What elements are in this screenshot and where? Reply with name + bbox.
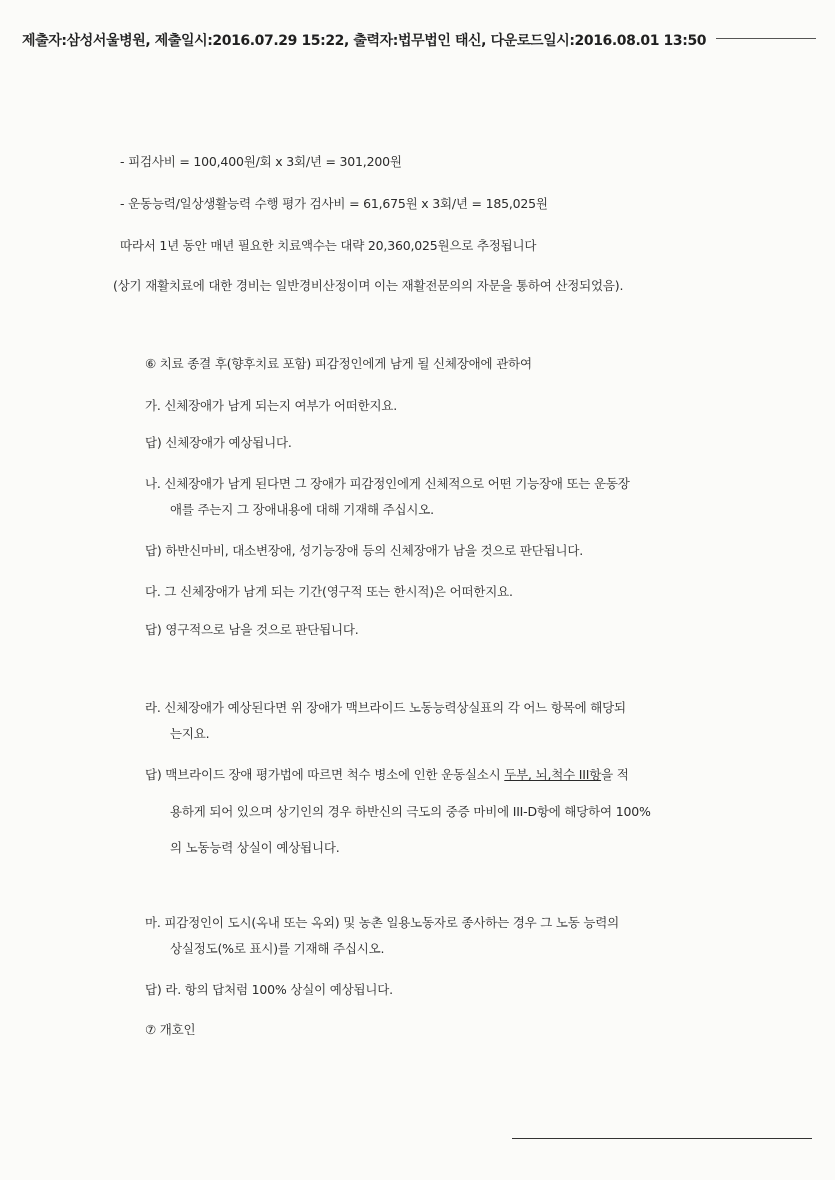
document-header: 제출자:삼성서울병원, 제출일시:2016.07.29 15:22, 출력자:법무법인 태신, 다운로드일시:2016.08.01 13:50: [22, 33, 707, 49]
question-ma-line-2: 상실정도(%로 표시)를 기재해 주십시오.: [170, 941, 385, 956]
header-rule: [716, 38, 816, 39]
question-na-line-2: 애를 주는지 그 장애내용에 대해 기재해 주십시오.: [170, 502, 434, 517]
answer-ra-line-1-post: 을 적: [601, 767, 629, 782]
section-7-title: ⑦ 개호인: [145, 1022, 196, 1037]
question-ra-line-2: 는지요.: [170, 726, 210, 741]
section-6-title: ⑥ 치료 종결 후(향후치료 포함) 피감정인에게 남게 될 신체장애에 관하여: [145, 356, 532, 371]
answer-ra-line-2: 용하게 되어 있으며 상기인의 경우 하반신의 극도의 중증 마비에 III-D항에 해당하여 100%: [170, 804, 651, 819]
cost-line-2: - 운동능력/일상생활능력 수행 평가 검사비 = 61,675원 x 3회/년 = 185,025원: [120, 196, 548, 211]
question-na-line-1: 나. 신체장애가 남게 된다면 그 장애가 피감정인에게 신체적으로 어떤 기능장애 또는 운동장: [145, 476, 630, 491]
answer-ga: 답) 신체장애가 예상됩니다.: [145, 435, 292, 450]
cost-line-1: - 피검사비 = 100,400원/회 x 3회/년 = 301,200원: [120, 154, 402, 169]
answer-ra-line-1-pre: 답) 맥브라이드 장애 평가법에 따르면 척수 병소에 인한 운동실소시: [145, 767, 505, 782]
question-da: 다. 그 신체장애가 남게 되는 기간(영구적 또는 한시적)은 어떠한지요.: [145, 584, 513, 599]
question-ga: 가. 신체장애가 남게 되는지 여부가 어떠한지요.: [145, 398, 398, 413]
question-ma-line-1: 마. 피감정인이 도시(옥내 또는 옥외) 및 농촌 일용노동자로 종사하는 경우 그 노동 능력의: [145, 915, 620, 930]
cost-note: (상기 재활치료에 대한 경비는 일반경비산정이며 이는 재활전문의의 자문을 통하여 산정되었음).: [113, 278, 624, 293]
question-ra-line-1: 라. 신체장애가 예상된다면 위 장애가 맥브라이드 노동능력상실표의 각 어느 항목에 해당되: [145, 700, 626, 715]
answer-na: 답) 하반신마비, 대소변장애, 성기능장애 등의 신체장애가 남을 것으로 판단됩니다.: [145, 543, 584, 558]
answer-da: 답) 영구적으로 남을 것으로 판단됩니다.: [145, 622, 359, 637]
answer-ra-line-1: [145, 765, 629, 783]
cost-summary: 따라서 1년 동안 매년 필요한 치료액수는 대략 20,360,025원으로 추정됩니다: [120, 238, 537, 253]
answer-ma: 답) 라. 항의 답처럼 100% 상실이 예상됩니다.: [145, 982, 393, 997]
answer-ra-underlined-term: 두부, 뇌,척수 III항: [504, 767, 602, 782]
footer-rule: [512, 1138, 812, 1139]
answer-ra-line-3: 의 노동능력 상실이 예상됩니다.: [170, 840, 340, 855]
